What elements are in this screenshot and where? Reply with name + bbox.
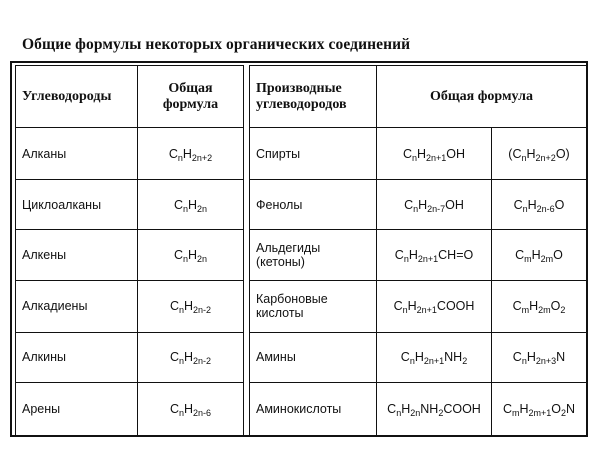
hydrocarbon-name: Алканы xyxy=(16,128,138,180)
derivative-formula: $C_nH_{2n+1}COOH$ xyxy=(377,280,492,332)
table-row xyxy=(16,128,587,180)
derivative-formula: $C_nH_{2n-7}OH$ xyxy=(377,180,492,230)
hydrocarbon-formula: $C_nH_{2n-2}$ xyxy=(138,280,244,332)
hydrocarbon-formula: $C_nH_{2n+2}$ xyxy=(138,128,244,180)
derivative-formula-alt: $(C_nH_{2n+2}O)$ xyxy=(492,128,587,180)
hydrocarbon-name: Арены xyxy=(16,382,138,436)
formulas-table xyxy=(15,65,587,437)
derivative-formula-alt: $C_mH_{2m+1}O_2N$ xyxy=(492,382,587,436)
table-row xyxy=(16,230,587,280)
table-row xyxy=(16,332,587,382)
derivative-formula-alt: $C_mH_{2m}O_2$ xyxy=(492,280,587,332)
derivative-name: Аминокислоты xyxy=(250,382,377,436)
derivative-name: Карбоновые кислоты xyxy=(250,280,377,332)
hydrocarbon-formula: $C_nH_{2n}$ xyxy=(138,230,244,280)
derivative-formula: $C_nH_{2n+1}CH=O$ xyxy=(377,230,492,280)
table-row xyxy=(16,280,587,332)
header-derivatives: Производные углеводородов xyxy=(250,66,377,128)
derivative-formula: $C_nH_{2n+1}NH_2$ xyxy=(377,332,492,382)
derivative-name: Амины xyxy=(250,332,377,382)
derivative-formula-alt: $C_nH_{2n-6}O$ xyxy=(492,180,587,230)
header-general-formula-right: Общая формула xyxy=(377,66,587,128)
page-title: Общие формулы некоторых органических соединений xyxy=(22,36,411,53)
hydrocarbon-name: Циклоалканы xyxy=(16,180,138,230)
hydrocarbon-name: Алкины xyxy=(16,332,138,382)
derivative-formula: $C_nH_{2n+1}OH$ xyxy=(377,128,492,180)
derivative-name: Спирты xyxy=(250,128,377,180)
derivative-name: Фенолы xyxy=(250,180,377,230)
hydrocarbon-formula: $C_nH_{2n}$ xyxy=(138,180,244,230)
table-row xyxy=(16,382,587,436)
derivative-formula-alt: $C_nH_{2n+3}N$ xyxy=(492,332,587,382)
header-general-formula-left: Общая формула xyxy=(138,66,244,128)
derivative-name: Альдегиды (кетоны) xyxy=(250,230,377,280)
hydrocarbon-name: Алкены xyxy=(16,230,138,280)
derivative-formula-alt: $C_mH_{2m}O$ xyxy=(492,230,587,280)
derivative-formula: $C_nH_{2n}NH_2COOH$ xyxy=(377,382,492,436)
header-hydrocarbons: Углеводороды xyxy=(16,66,138,128)
hydrocarbon-name: Алкадиены xyxy=(16,280,138,332)
table-row xyxy=(16,180,587,230)
hydrocarbon-formula: $C_nH_{2n-6}$ xyxy=(138,382,244,436)
hydrocarbon-formula: $C_nH_{2n-2}$ xyxy=(138,332,244,382)
